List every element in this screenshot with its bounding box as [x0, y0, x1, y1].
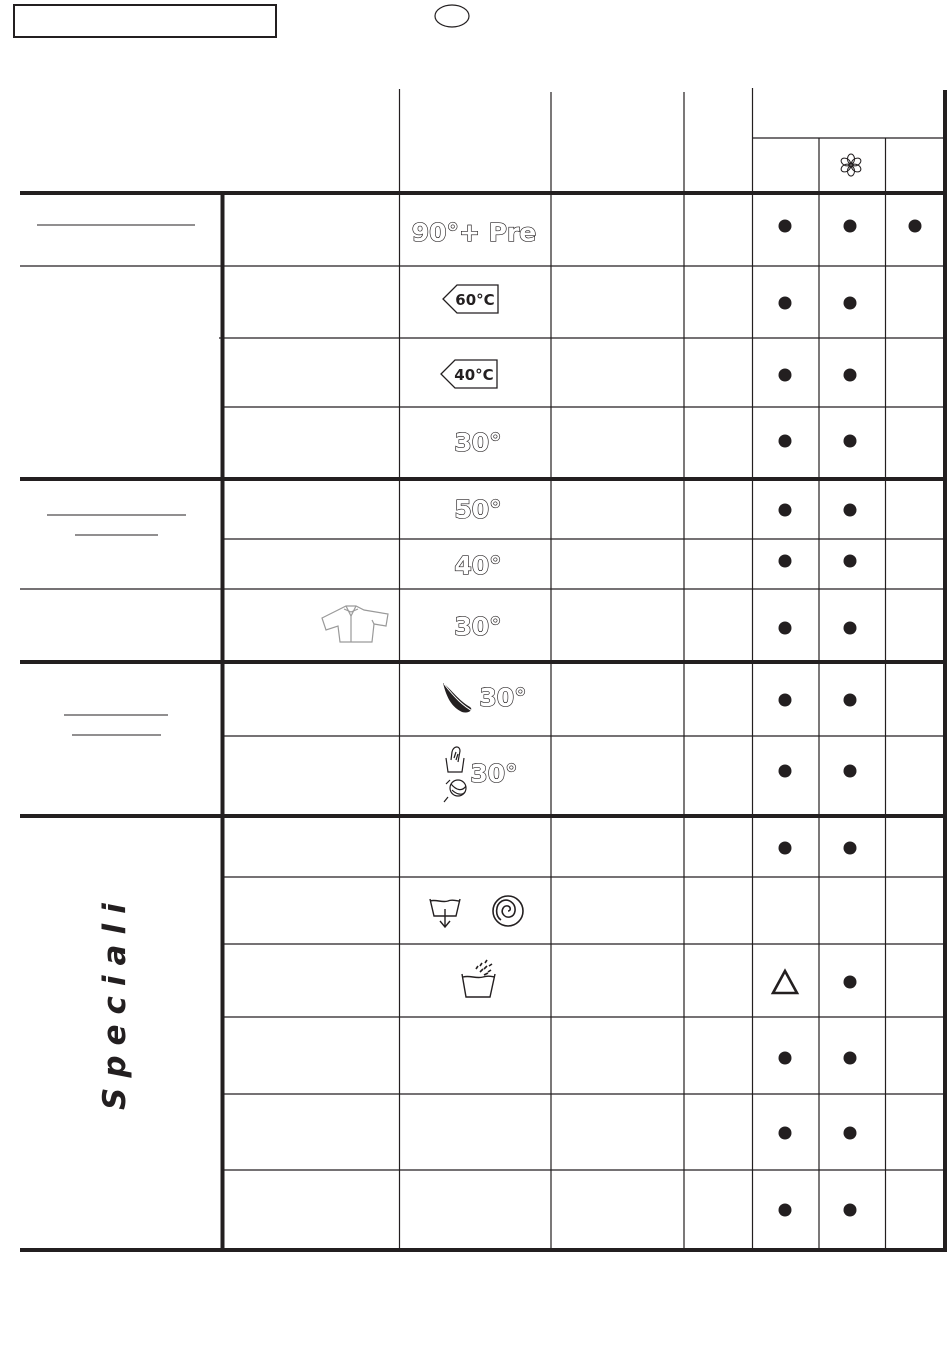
- mark-dot: [779, 297, 792, 310]
- mark-dot: [844, 220, 857, 233]
- mark-dot: [779, 220, 792, 233]
- mark-dot: [844, 694, 857, 707]
- temperature-label-r4: 30°: [454, 428, 502, 457]
- mark-dot: [844, 1052, 857, 1065]
- mark-dot: [779, 555, 792, 568]
- temperature-label-r6: 40°: [454, 551, 502, 580]
- mark-dot: [844, 976, 857, 989]
- temperature-label-r9: 30°: [470, 759, 518, 788]
- title-box: [14, 5, 276, 37]
- mark-dot: [844, 504, 857, 517]
- mark-dot: [844, 297, 857, 310]
- mark-dot: [779, 842, 792, 855]
- eco-tag-icon: [443, 285, 498, 313]
- temperature-label-r5: 50°: [454, 495, 502, 524]
- mark-dot: [779, 622, 792, 635]
- mark-dot: [779, 1052, 792, 1065]
- table-grid: [20, 88, 947, 1252]
- mark-dot: [844, 842, 857, 855]
- temperature-label-r8: 30°: [479, 683, 527, 712]
- option-marks: [773, 220, 922, 1217]
- mark-dot: [779, 1204, 792, 1217]
- mark-dot: [844, 435, 857, 448]
- temperature-label-r7: 30°: [454, 612, 502, 641]
- temperature-label-r2: 60°C: [455, 291, 495, 309]
- temperature-label-r3: 40°C: [454, 366, 494, 384]
- eco-tag-icon: [441, 360, 497, 388]
- mark-dot: [844, 1204, 857, 1217]
- drain-icon: [430, 899, 460, 927]
- mark-dot: [844, 555, 857, 568]
- temperature-label-r1: 90°+ Pre: [411, 218, 537, 247]
- mark-dot: [779, 435, 792, 448]
- mark-dot: [844, 369, 857, 382]
- mark-dot: [779, 765, 792, 778]
- rinse-shower-icon: [462, 960, 495, 997]
- mark-dot: [844, 622, 857, 635]
- mark-dot: [779, 504, 792, 517]
- country-badge: [435, 5, 469, 27]
- mark-dot: [844, 1127, 857, 1140]
- mark-triangle: [773, 971, 797, 993]
- hand-wash-icon: [446, 747, 464, 772]
- feather-icon: [443, 683, 474, 713]
- mark-dot: [909, 220, 922, 233]
- mark-dot: [779, 369, 792, 382]
- flower-icon: [840, 154, 863, 176]
- group-label-speciali: Speciali: [97, 893, 133, 1110]
- shirt-icon: [322, 606, 388, 642]
- wool-yarn-icon: [444, 780, 466, 802]
- mark-dot: [779, 1127, 792, 1140]
- spin-icon: [493, 896, 523, 926]
- mark-dot: [844, 765, 857, 778]
- mark-dot: [779, 694, 792, 707]
